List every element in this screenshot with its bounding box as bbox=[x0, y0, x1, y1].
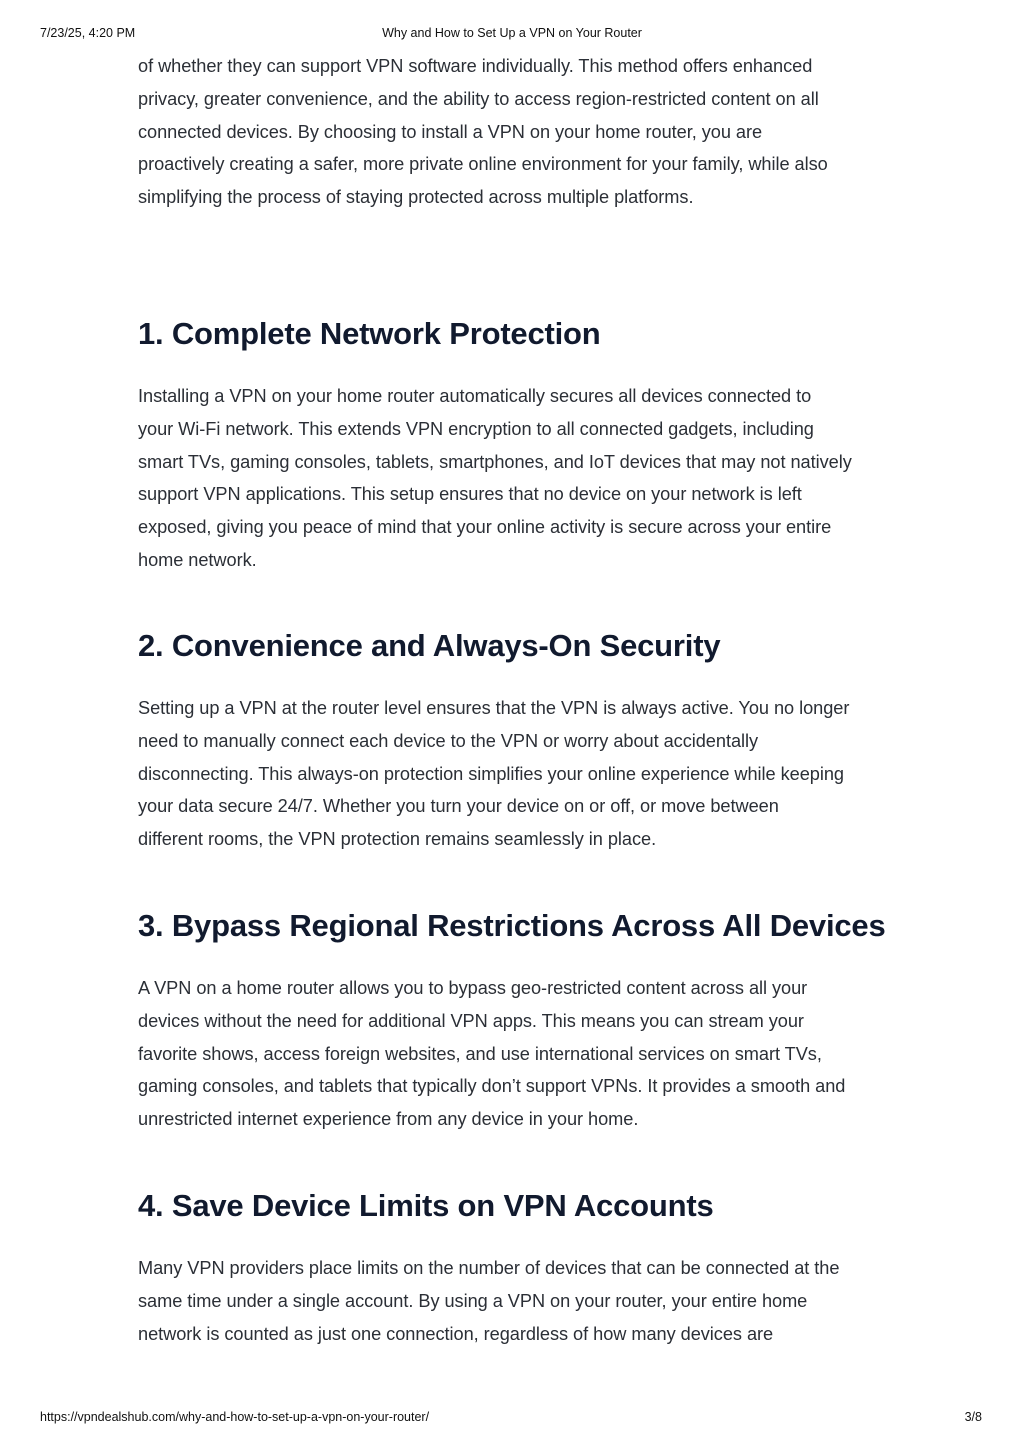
section-paragraph-regional-restrictions bbox=[138, 972, 845, 1136]
print-page-title: Why and How to Set Up a VPN on Your Router bbox=[382, 26, 642, 40]
paragraph-line: favorite shows, access foreign websites, and use international services on smart TVs, bbox=[138, 1043, 822, 1064]
paragraph-line: Installing a VPN on your home router automatically secures all devices connected to bbox=[138, 386, 812, 406]
paragraph-line: need to manually connect each device to the VPN or worry about accidentally bbox=[138, 730, 759, 751]
paragraph-line: disconnecting. This always-on protection simplifies your online experience while keeping bbox=[138, 763, 844, 784]
paragraph-line: connected devices. By choosing to install a VPN on your home router, you are bbox=[138, 121, 763, 142]
paragraph-line: Setting up a VPN at the router level ensures that the VPN is always active. You no longer bbox=[138, 698, 850, 718]
intro-paragraph bbox=[138, 50, 828, 214]
page-number: 3/8 bbox=[964, 1410, 982, 1424]
paragraph-line: gaming consoles, and tablets that typically don’t support VPNs. It provides a smooth and bbox=[138, 1076, 846, 1097]
paragraph-line: network is counted as just one connection, regardless of how many devices are bbox=[138, 1323, 774, 1344]
section-paragraph-network-protection bbox=[138, 380, 852, 577]
print-header bbox=[0, 26, 1024, 42]
paragraph-line: same time under a single account. By using a VPN on your router, your entire home bbox=[138, 1290, 808, 1311]
section-heading-device-limits: 4. Save Device Limits on VPN Accounts bbox=[138, 1188, 714, 1223]
section-heading-network-protection: 1. Complete Network Protection bbox=[138, 316, 601, 351]
paragraph-line: smart TVs, gaming consoles, tablets, smartphones, and IoT devices that may not natively bbox=[138, 451, 852, 472]
print-datetime: 7/23/25, 4:20 PM bbox=[40, 26, 136, 40]
paragraph-line: your data secure 24/7. Whether you turn your device on or off, or move between bbox=[138, 796, 779, 817]
paragraph-line: unrestricted internet experience from any device in your home. bbox=[138, 1109, 639, 1130]
paragraph-line: support VPN applications. This setup ensures that no device on your network is left bbox=[138, 484, 802, 505]
paragraph-line: different rooms, the VPN protection remains seamlessly in place. bbox=[138, 829, 657, 850]
section-paragraph-device-limits bbox=[138, 1252, 839, 1350]
paragraph-line: proactively creating a safer, more private online environment for your family, while also bbox=[138, 154, 828, 175]
print-footer bbox=[0, 1410, 1024, 1426]
paragraph-line: Many VPN providers place limits on the number of devices that can be connected at the bbox=[138, 1258, 840, 1278]
print-url: https://vpndealshub.com/why-and-how-to-set-up-a-vpn-on-your-router/ bbox=[40, 1410, 430, 1424]
paragraph-line: A VPN on a home router allows you to bypass geo-restricted content across all your bbox=[138, 978, 808, 998]
paragraph-line: of whether they can support VPN software individually. This method offers enhanced bbox=[138, 56, 813, 76]
section-paragraph-always-on-security bbox=[138, 692, 849, 856]
paragraph-line: exposed, giving you peace of mind that your online activity is secure across your entire bbox=[138, 517, 832, 538]
paragraph-line: your Wi-Fi network. This extends VPN encryption to all connected gadgets, including bbox=[138, 418, 814, 439]
paragraph-line: privacy, greater convenience, and the ability to access region-restricted content on all bbox=[138, 88, 819, 109]
paragraph-line: simplifying the process of staying protected across multiple platforms. bbox=[138, 187, 694, 208]
section-heading-always-on-security: 2. Convenience and Always-On Security bbox=[138, 628, 721, 663]
paragraph-line: devices without the need for additional VPN apps. This means you can stream your bbox=[138, 1010, 804, 1031]
section-heading-regional-restrictions: 3. Bypass Regional Restrictions Across All Devices bbox=[138, 908, 886, 943]
paragraph-line: home network. bbox=[138, 549, 257, 570]
